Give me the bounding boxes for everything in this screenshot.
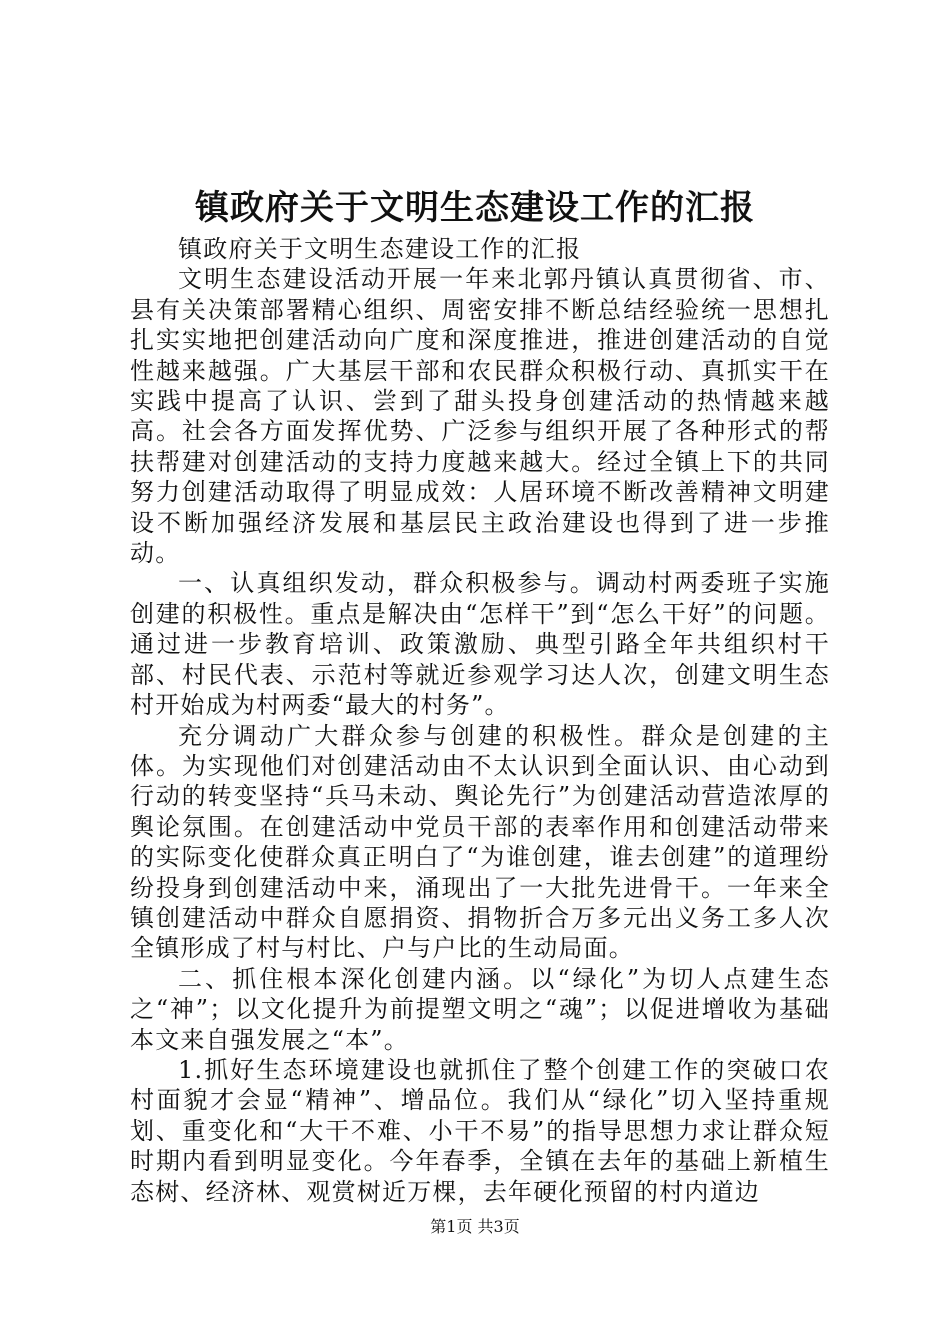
paragraph-intro: 文明生态建设活动开展一年来北郭丹镇认真贯彻省、市、县有关决策部署精心组织、周密安排不断总结经验统一思想扎扎实实地把创建活动向广度和深度推进，推进创建活动的自觉性越来越强。广大基层干部和农民群众积极行动、真抓实干在实践中提高了认识、尝到了甜头投身创建活动的热情越来越高。社会各方面发挥优势、广泛参与组织开展了各种形式的帮扶帮建对创建活动的支持力度越来越大。经过全镇上下的共同努力创建活动取得了明显成效：人居环境不断改善精神文明建设不断加强经济发展和基层民主政治建设也得到了进一步推动。 [130,265,830,568]
paragraph-subtitle: 镇政府关于文明生态建设工作的汇报 [178,235,582,263]
document-title: 镇政府关于文明生态建设工作的汇报 [195,188,755,228]
document-body [130,234,830,1207]
paragraph-section-one: 一、认真组织发动，群众积极参与。调动村两委班子实施创建的积极性。重点是解决由“怎样干”到“怎么干好”的问题。通过进一步教育培训、政策激励、典型引路全年共组织村干部、村民代表、示范村等就近参观学习达人次，创建文明生态村开始成为村两委“最大的村务”。 [130,569,830,720]
paragraph-section-two: 二、抓住根本深化创建内涵。以“绿化”为切人点建生态之“神”；以文化提升为前提塑文明之“魂”；以促进增收为基础本文来自强发展之“本”。 [130,964,830,1054]
page-footer: 第1页 共3页 [430,1217,520,1236]
paragraph-point-one: 1.抓好生态环境建设也就抓住了整个创建工作的突破口农村面貌才会显“精神”、增品位。我们从“绿化”切入坚持重规划、重变化和“大干不难、小干不易”的指导思想力求让群众短时期内看到明显变化。今年春季，全镇在去年的基础上新植生态树、经济林、观赏树近万棵，去年硬化预留的村内道边 [130,1055,830,1206]
paragraph-mobilize-masses: 充分调动广大群众参与创建的积极性。群众是创建的主体。为实现他们对创建活动由不太认识到全面认识、由心动到行动的转变坚持“兵马未动、舆论先行”为创建活动营造浓厚的舆论氛围。在创建活动中党员干部的表率作用和创建活动带来的实际变化使群众真正明白了“为谁创建，谁去创建”的道理纷纷投身到创建活动中来，涌现出了一大批先进骨干。一年来全镇创建活动中群众自愿捐资、捐物折合万多元出义务工多人次全镇形成了村与村比、户与户比的生动局面。 [130,721,830,963]
